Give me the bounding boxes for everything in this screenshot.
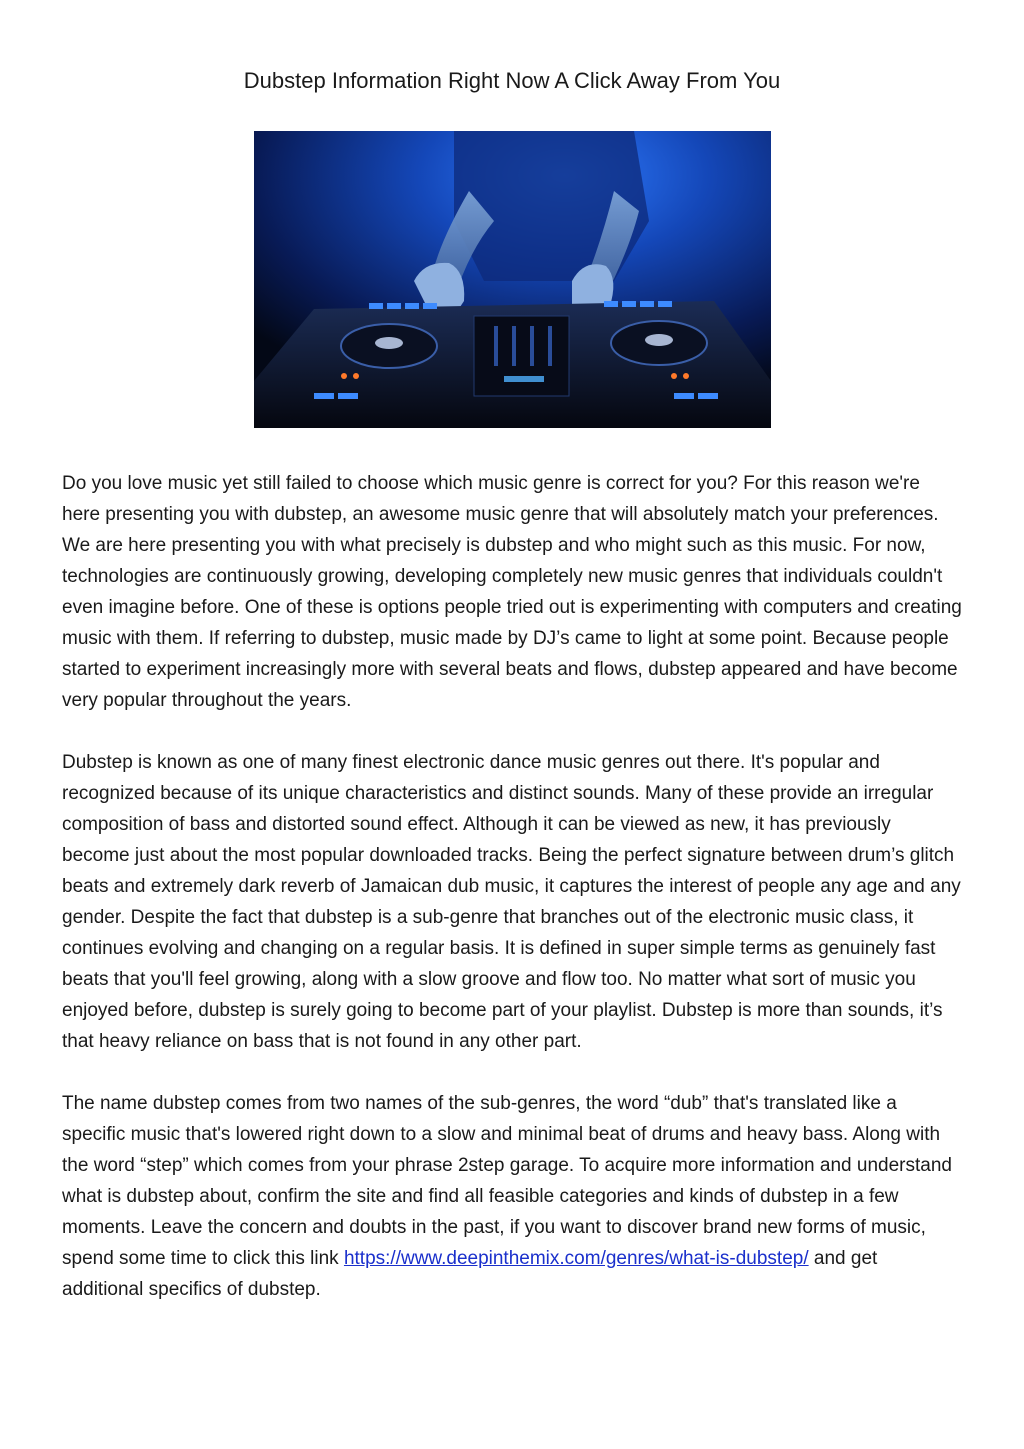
dj-mixer-photo [254,131,771,428]
paragraph-description: Dubstep is known as one of many finest electronic dance music genres out there. It's popular and recognized because of its unique characteristics and distinct sounds. Many of these provide an irregular composition of bass and distorted sound effect. Although it can be viewed as new, it has previously become just about the most popular downloaded tracks. Being the perfect signature between drum’s glitch beats and extremely dark reverb of Jamaican dub music, it captures the interest of people any age and any gender. Despite the fact that dubstep is a sub-genre that branches out of the electronic music class, it continues evolving and changing on a regular basis. It is defined in super simple terms as genuinely fast beats that you'll feel growing, along with a slow groove and flow too. No matter what sort of music you enjoyed before, dubstep is surely going to become part of your playlist. Dubstep is more than sounds, it’s that heavy reliance on bass that is not found in any other part. [62,752,961,1052]
page-title: Dubstep Information Right Now A Click Away From You [243,68,781,93]
paragraph-name-origin [62,1088,962,1305]
article-body [62,468,962,1336]
paragraph-text-end: and get additional specifics of dubstep. [62,1248,878,1300]
paragraph-text: The name dubstep comes from two names of the sub-genres, the word “dub” that's translated like a specific music that's lowered right down to a slow and minimal beat of drums and heavy bass. Along with the word “step” which comes from your phrase 2step garage. To acquire more information and understand what is dubstep about, confirm the site and find all feasible categories and kinds of dubstep in a few moments. Leave the concern and doubts in the past, if you want to discover brand new forms of music, spend some time to click this link [62,1093,952,1269]
dubstep-info-link[interactable]: https://www.deepinthemix.com/genres/what-is-dubstep/ [343,1248,809,1269]
paragraph-intro: Do you love music yet still failed to choose which music genre is correct for you? For this reason we're here presenting you with dubstep, an awesome music genre that will absolutely match your preferences. We are here presenting you with what precisely is dubstep and who might such as this music. For now, technologies are continuously growing, developing completely new music genres that individuals couldn't even imagine before. One of these is options people tried out is experimenting with computers and creating music with them. If referring to dubstep, music made by DJ’s came to light at some point. Because people started to experiment increasingly more with several beats and flows, dubstep appeared and have become very popular throughout the years. [62,473,962,711]
